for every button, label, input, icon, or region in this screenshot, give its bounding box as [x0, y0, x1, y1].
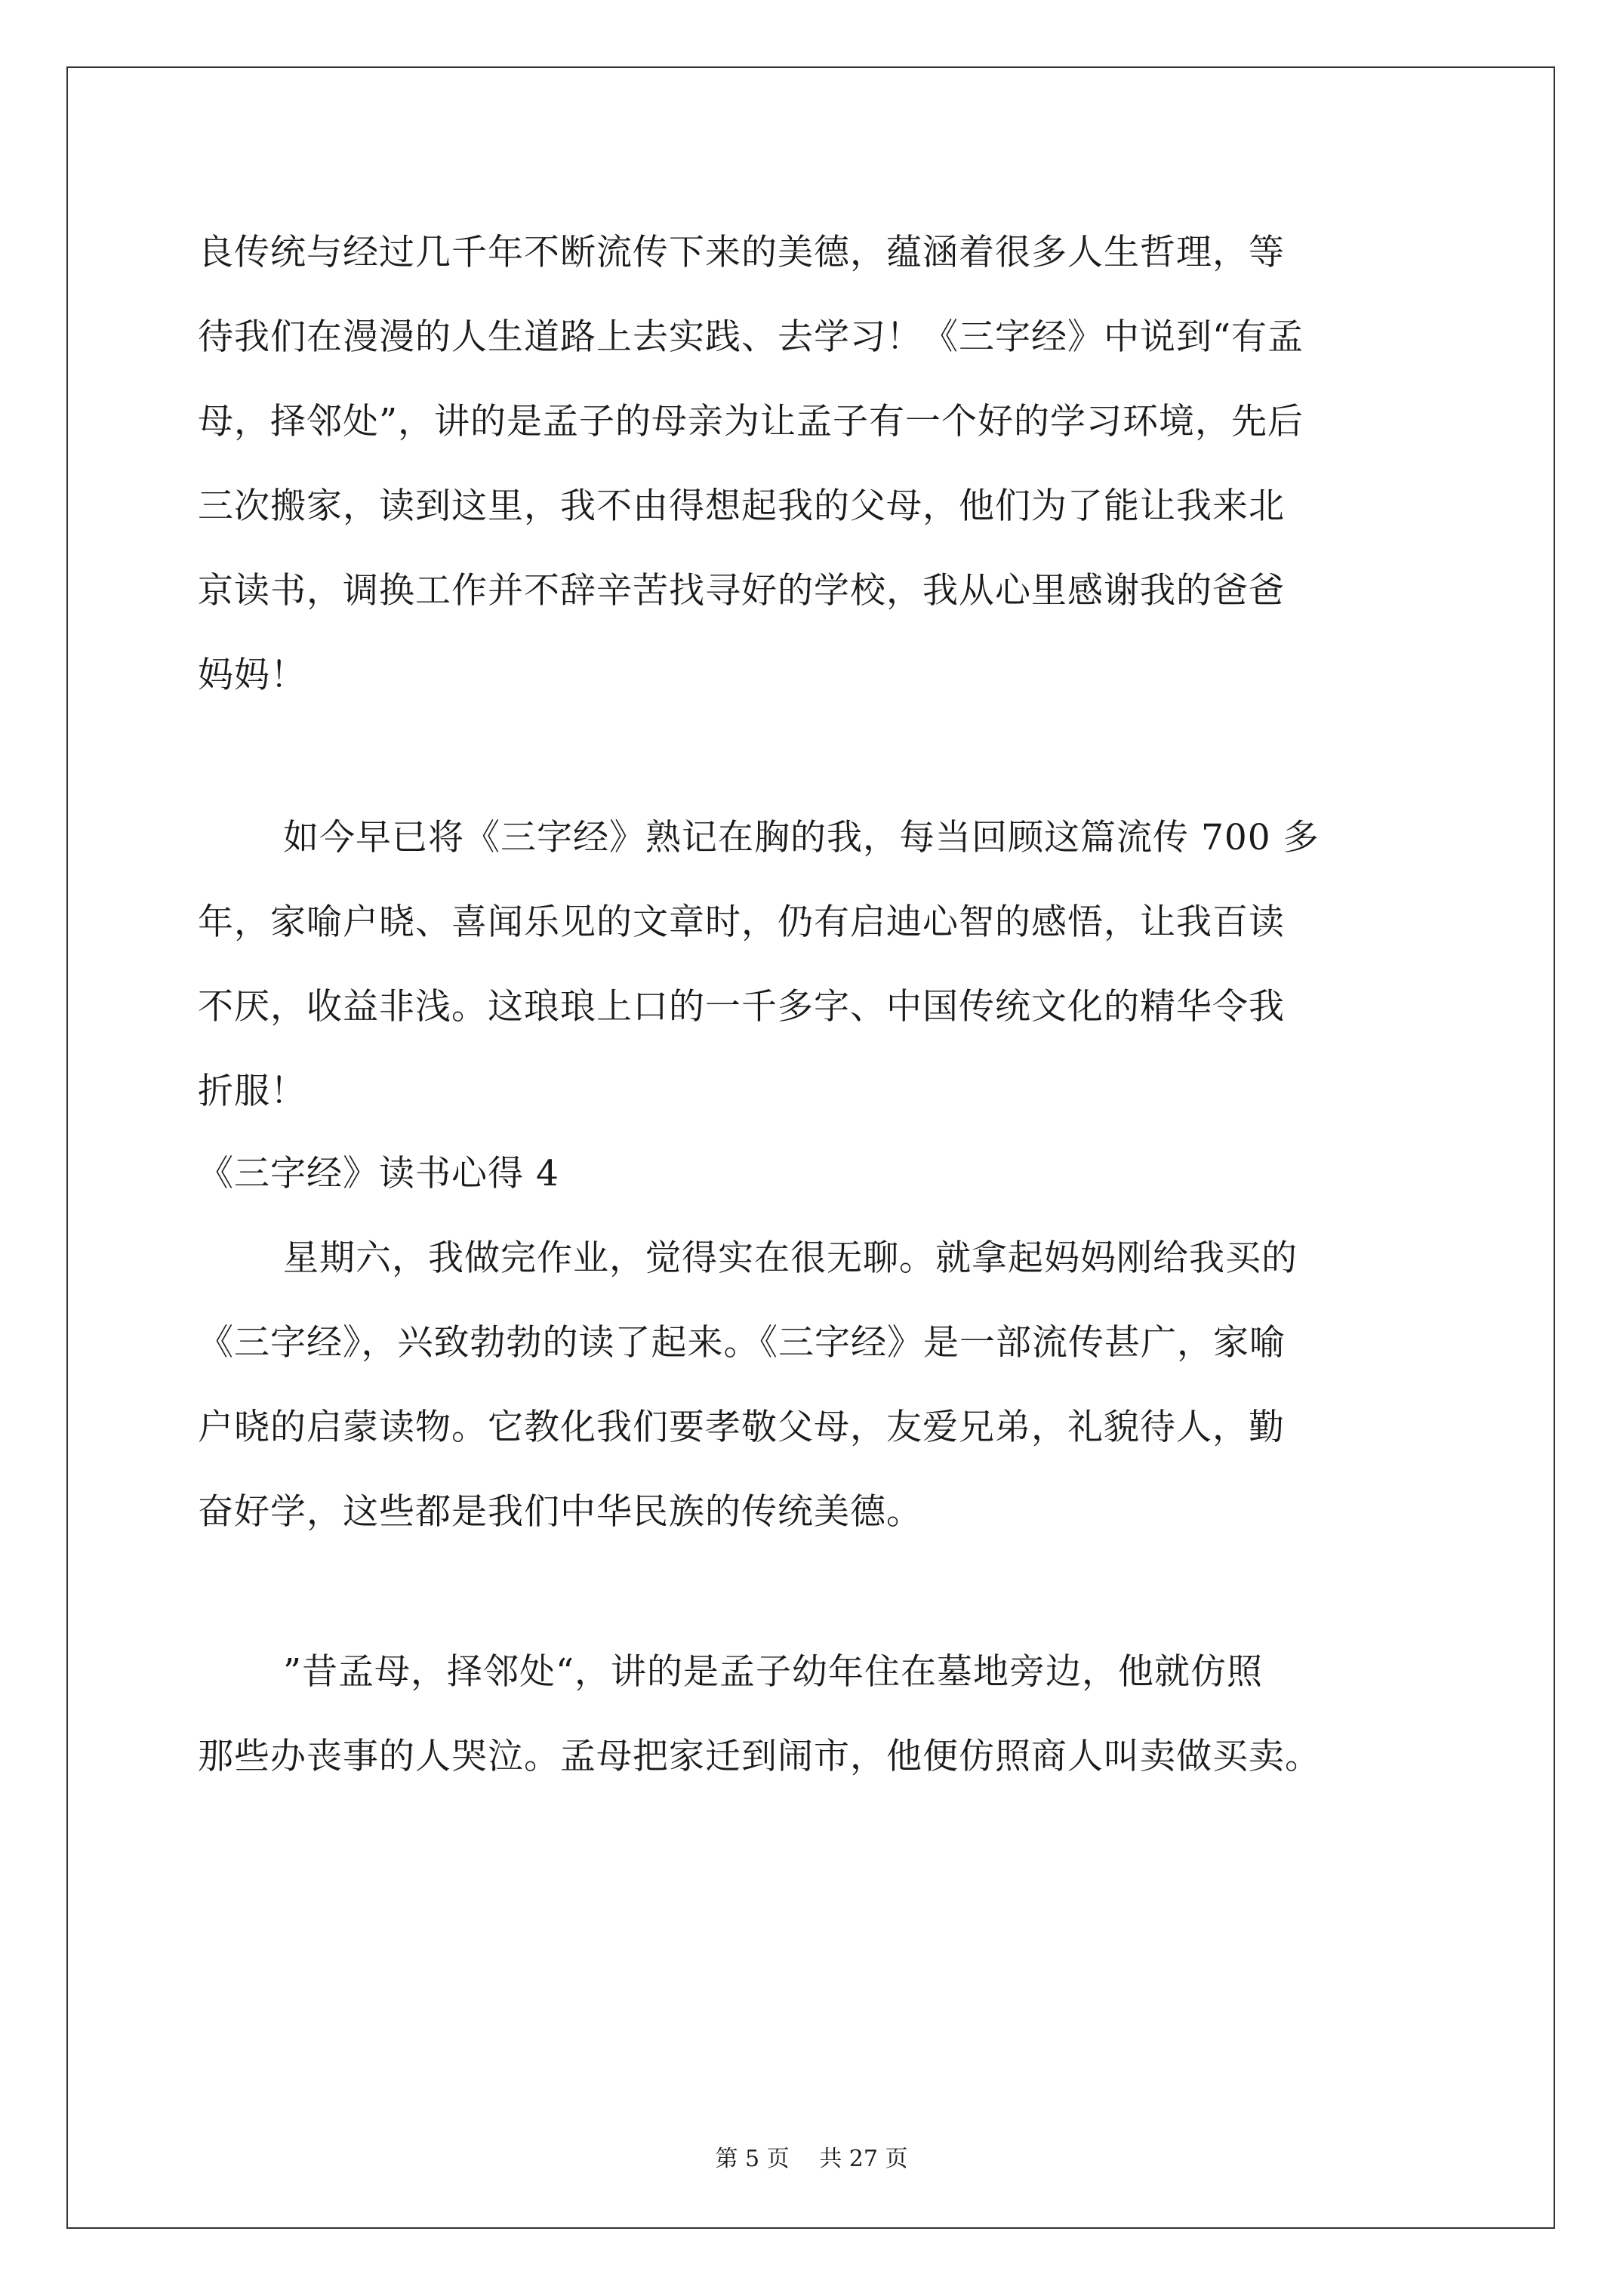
text-line: 户晓的启蒙读物。它教化我们要孝敬父母，友爱兄弟，礼貌待人，勤: [198, 1407, 1285, 1448]
text-line: 奋好学，这些都是我们中华民族的传统美德。: [198, 1491, 922, 1533]
text-line: 待我们在漫漫的人生道路上去实践、去学习！《三字经》中说到“有孟: [198, 316, 1304, 358]
paragraph-first-line: ”昔孟母，择邻处“，讲的是孟子幼年住在墓地旁边，他就仿照: [283, 1651, 1264, 1693]
text-line: 母，择邻处”，讲的是孟子的母亲为让孟子有一个好的学习环境，先后: [198, 401, 1304, 442]
text-line: 京读书，调换工作并不辞辛苦找寻好的学校，我从心里感谢我的爸爸: [198, 570, 1285, 612]
page-number-footer: 第 5 页 共 27 页: [715, 2146, 908, 2172]
page-frame: [66, 66, 1555, 2229]
text-line: 良传统与经过几千年不断流传下来的美德，蕴涵着很多人生哲理，等: [198, 232, 1285, 273]
text-line: 《三字经》，兴致勃勃的读了起来。《三字经》是一部流传甚广，家喻: [198, 1322, 1286, 1364]
text-line: 三次搬家，读到这里，我不由得想起我的父母，他们为了能让我来北: [198, 485, 1285, 527]
paragraph-first-line: 星期六，我做完作业，觉得实在很无聊。就拿起妈妈刚给我买的: [283, 1237, 1298, 1279]
text-line: 那些办丧事的人哭泣。孟母把家迁到闹市，他便仿照商人叫卖做买卖。: [198, 1736, 1321, 1777]
section-heading: 《三字经》读书心得 4: [198, 1153, 559, 1194]
text-line: 妈妈！: [198, 655, 306, 696]
text-line: 年，家喻户晓、喜闻乐见的文章时，仍有启迪心智的感悟，让我百读: [198, 901, 1285, 943]
text-line: 不厌，收益非浅。这琅琅上口的一千多字、中国传统文化的精华令我: [198, 986, 1285, 1028]
text-line: 折服！: [198, 1071, 306, 1112]
paragraph-first-line: 如今早已将《三字经》熟记在胸的我，每当回顾这篇流传 700 多: [283, 817, 1320, 858]
